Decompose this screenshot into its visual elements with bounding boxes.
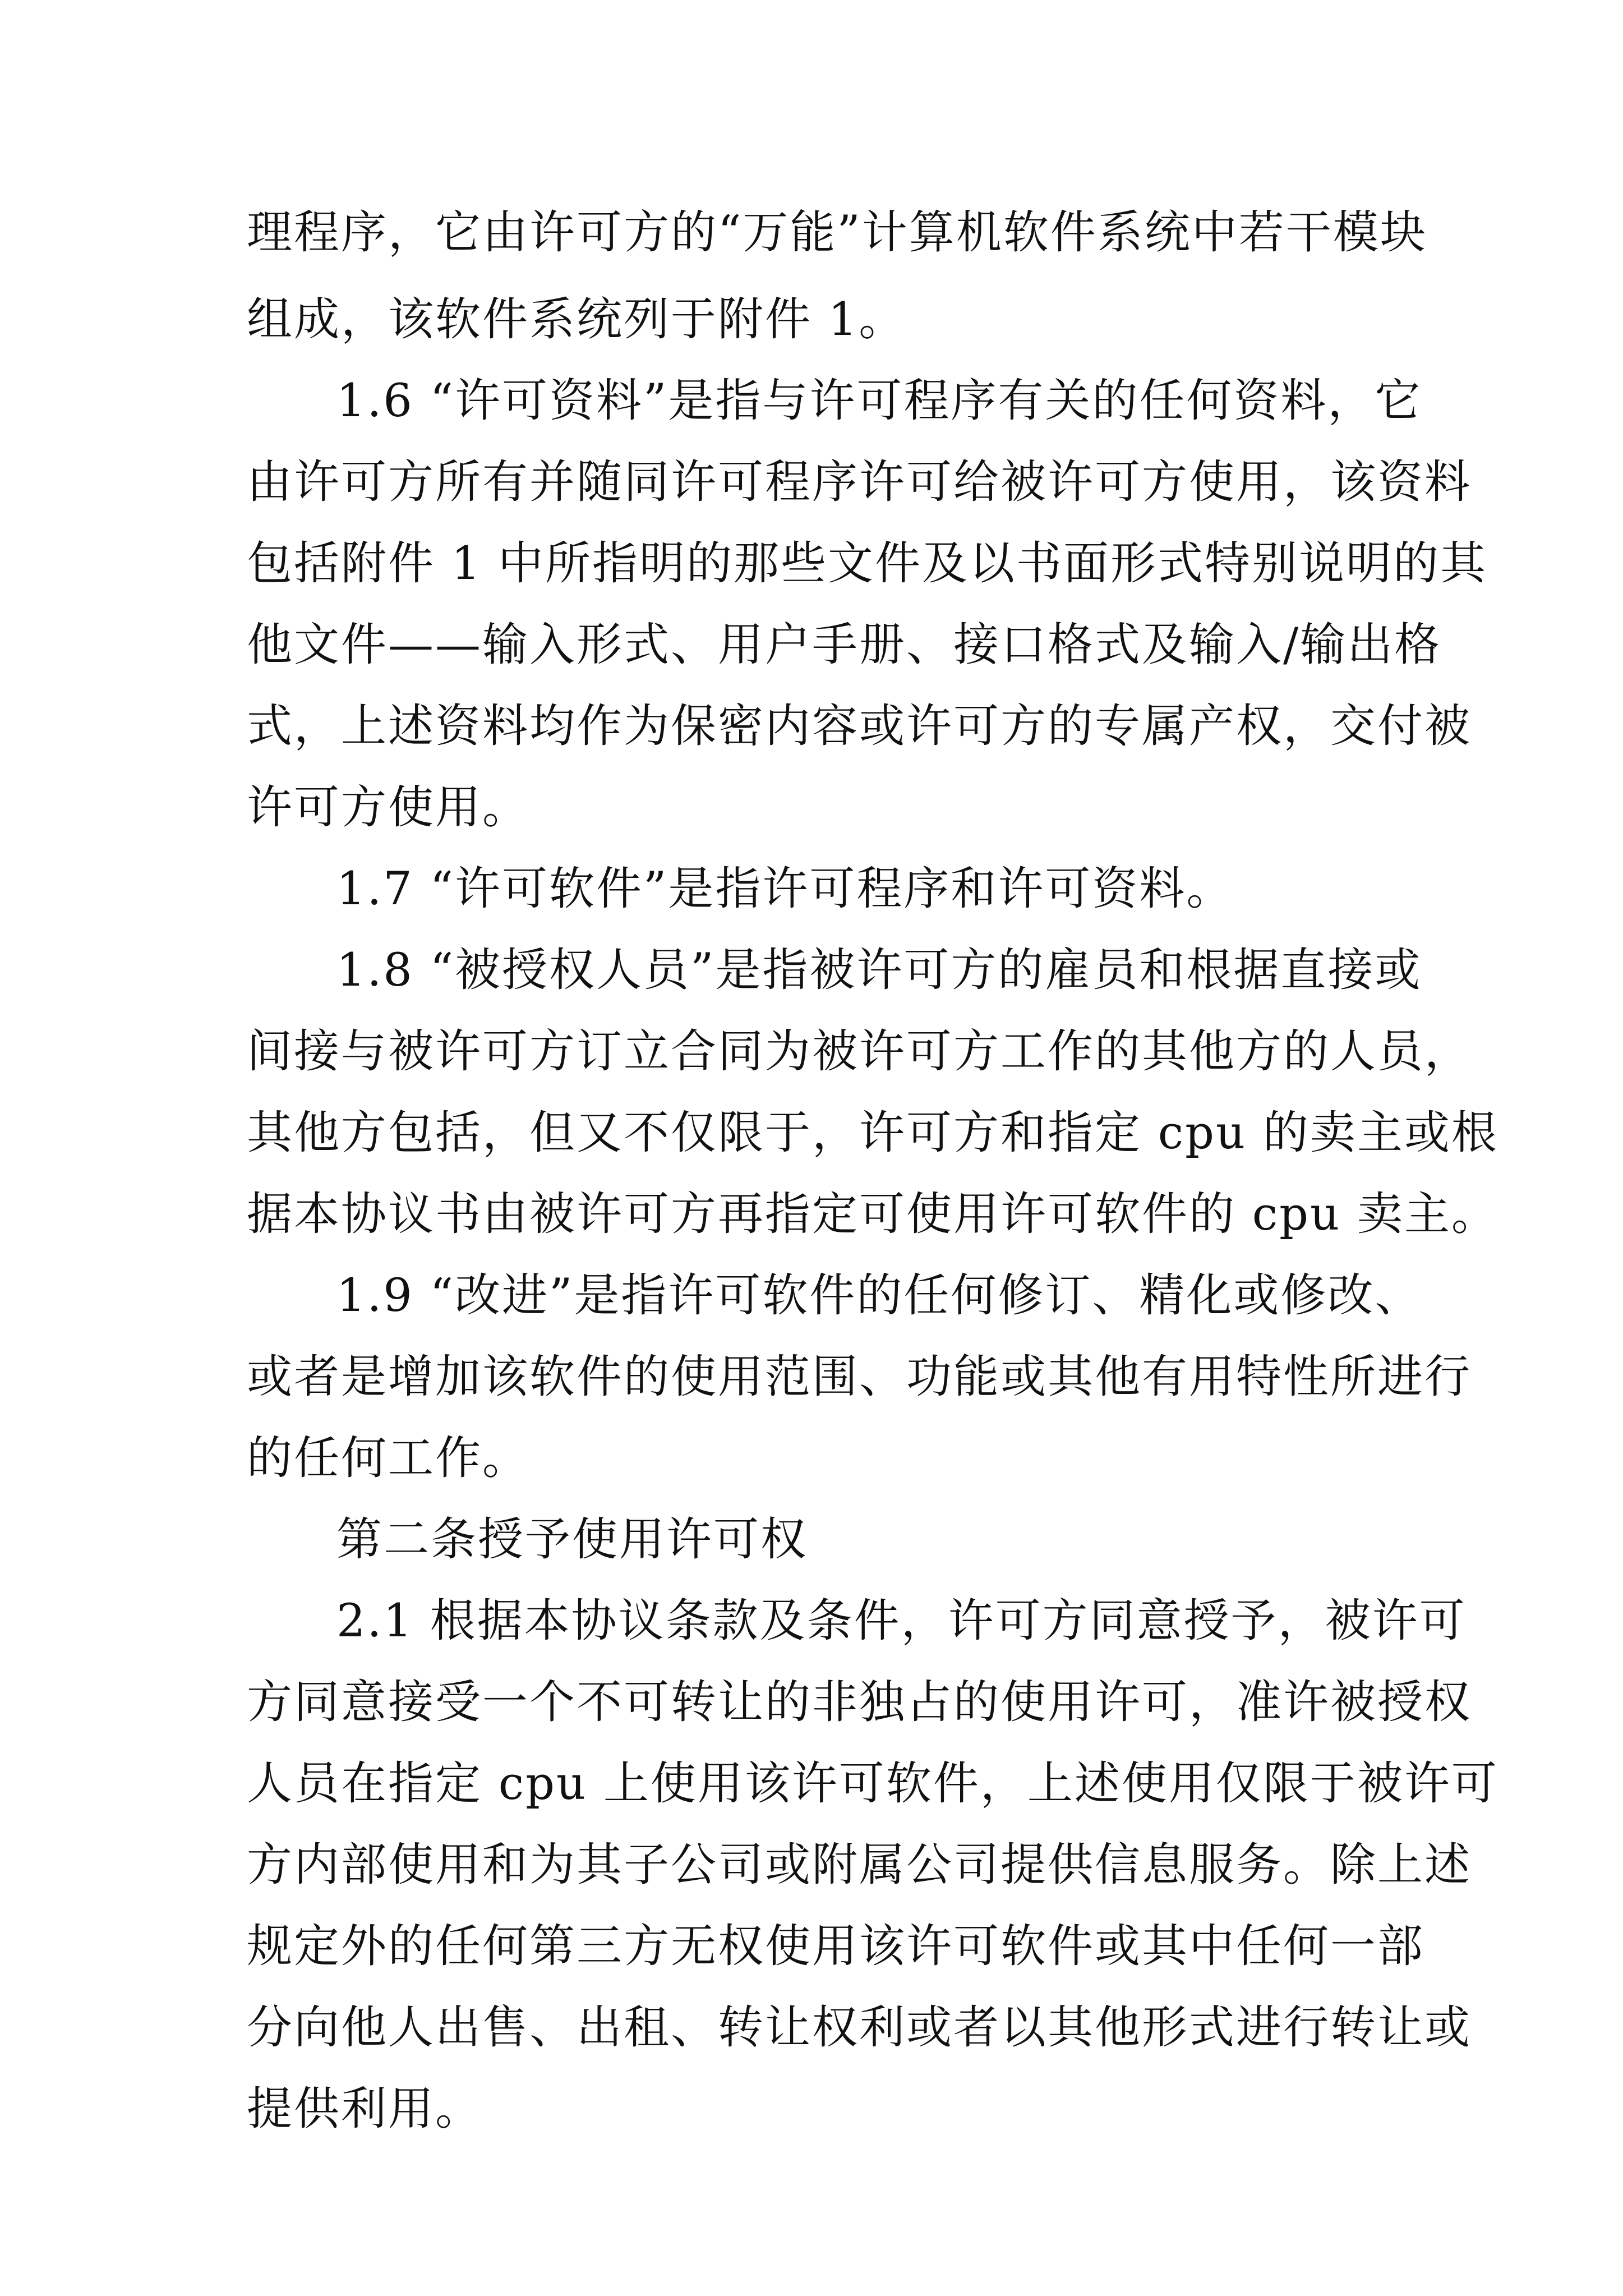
text-line: 或者是增加该软件的使用范围、功能或其他有用特性所进行	[247, 1351, 1472, 1404]
text-line: 据本协议书由被许可方再指定可使用许可软件的 cpu 卖主。	[247, 1188, 1498, 1241]
text-line: 由许可方所有并随同许可程序许可给被许可方使用，该资料	[247, 456, 1472, 509]
text-line: 其他方包括，但又不仅限于，许可方和指定 cpu 的卖主或根	[247, 1107, 1498, 1159]
text-line: 方同意接受一个不可转让的非独占的使用许可，准许被授权	[247, 1676, 1472, 1729]
text-line: 间接与被许可方订立合同为被许可方工作的其他方的人员，	[247, 1025, 1472, 1078]
text-line: 1.6 “许可资料”是指与许可程序有关的任何资料，它	[336, 375, 1422, 427]
text-line: 1.8 “被授权人员”是指被许可方的雇员和根据直接或	[336, 944, 1422, 997]
text-line: 他文件——输入形式、用户手册、接口格式及输入/输出格	[247, 619, 1442, 671]
text-line: 规定外的任何第三方无权使用该许可软件或其中任何一部	[247, 1920, 1425, 1973]
text-line: 的任何工作。	[247, 1432, 530, 1485]
text-line: 2.1 根据本协议条款及条件，许可方同意授予，被许可	[336, 1595, 1467, 1648]
text-line: 理程序，它由许可方的“万能”计算机软件系统中若干模块	[247, 206, 1427, 259]
text-line: 1.9 “改进”是指许可软件的任何修订、精化或修改、	[336, 1269, 1422, 1322]
text-line: 组成，该软件系统列于附件 1。	[247, 293, 906, 346]
text-line: 许可方使用。	[247, 781, 530, 834]
section-heading: 第二条授予使用许可权	[336, 1513, 808, 1566]
text-line: 分向他人出售、出租、转让权利或者以其他形式进行转让或	[247, 2001, 1472, 2054]
text-line: 1.7 “许可软件”是指许可程序和许可资料。	[336, 863, 1234, 915]
text-line: 式，上述资料均作为保密内容或许可方的专属产权，交付被	[247, 700, 1472, 753]
text-line: 提供利用。	[247, 2083, 483, 2136]
text-line: 人员在指定 cpu 上使用该许可软件，上述使用仅限于被许可	[247, 1757, 1498, 1810]
text-line: 方内部使用和为其子公司或附属公司提供信息服务。除上述	[247, 1839, 1472, 1892]
text-line: 包括附件 1 中所指明的那些文件及以书面形式特别说明的其	[247, 537, 1488, 590]
